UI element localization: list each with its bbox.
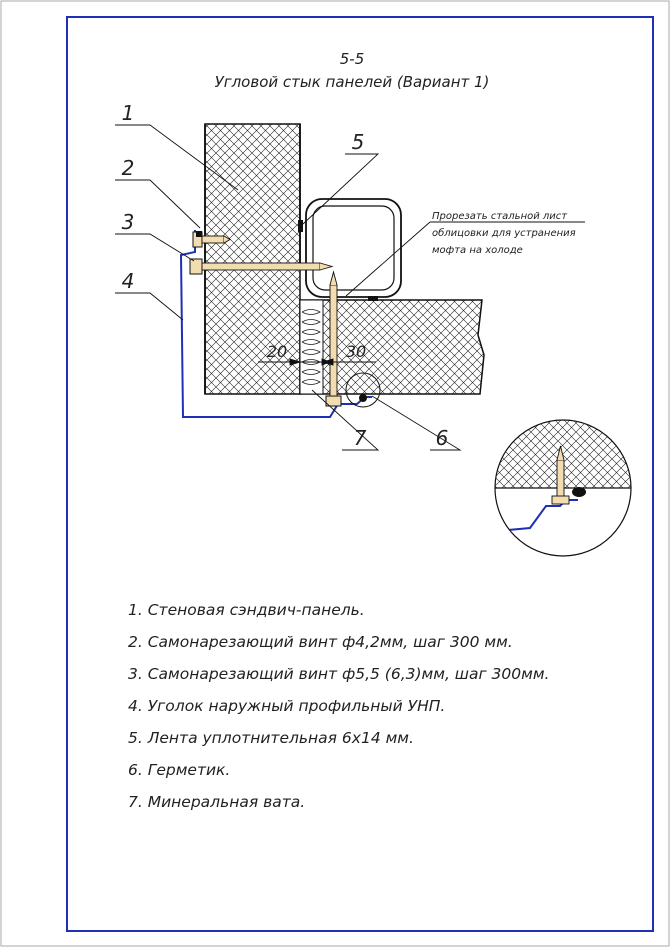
horizontal-panel — [300, 300, 484, 394]
sealing-tape-horizontal — [368, 296, 378, 301]
sealing-tape-vertical — [298, 220, 303, 232]
callout-1: 1 — [121, 101, 135, 125]
drawing-title: Угловой стык панелей (Вариант 1) — [214, 73, 490, 91]
legend-item-6: 6. Герметик. — [128, 761, 231, 779]
callout-3: 3 — [121, 210, 135, 234]
sealant-dot — [359, 394, 367, 402]
cut-note-line-3: мофта на холоде — [432, 245, 523, 256]
dimension-20: 20 — [266, 342, 288, 361]
callout-7: 7 — [353, 426, 367, 450]
section-label: 5-5 — [339, 50, 365, 68]
callout-6: 6 — [435, 426, 449, 450]
legend-item-7: 7. Минеральная вата. — [128, 793, 306, 811]
detail-view — [490, 418, 640, 556]
legend-item-4: 4. Уголок наружный профильный УНП. — [128, 697, 446, 715]
legend — [128, 601, 549, 811]
legend-item-3: 3. Самонарезающий винт ф5,5 (6,3)мм, шаг 300мм. — [128, 665, 550, 683]
callout-5: 5 — [351, 130, 365, 154]
legend-item-2: 2. Самонарезающий винт ф4,2мм, шаг 300 мм. — [128, 633, 513, 651]
callout-2: 2 — [121, 156, 135, 180]
callout-4: 4 — [121, 269, 135, 293]
steel-tube-outer — [306, 199, 401, 297]
cut-note-line-1: Прорезать стальной лист — [432, 211, 568, 222]
cut-note-line-2: облицовки для устранения — [432, 228, 576, 239]
legend-item-5: 5. Лента уплотнительная 6х14 мм. — [128, 729, 414, 747]
legend-item-1: 1. Стеновая сэндвич-панель. — [128, 601, 365, 619]
dimension-30: 30 — [345, 342, 367, 361]
